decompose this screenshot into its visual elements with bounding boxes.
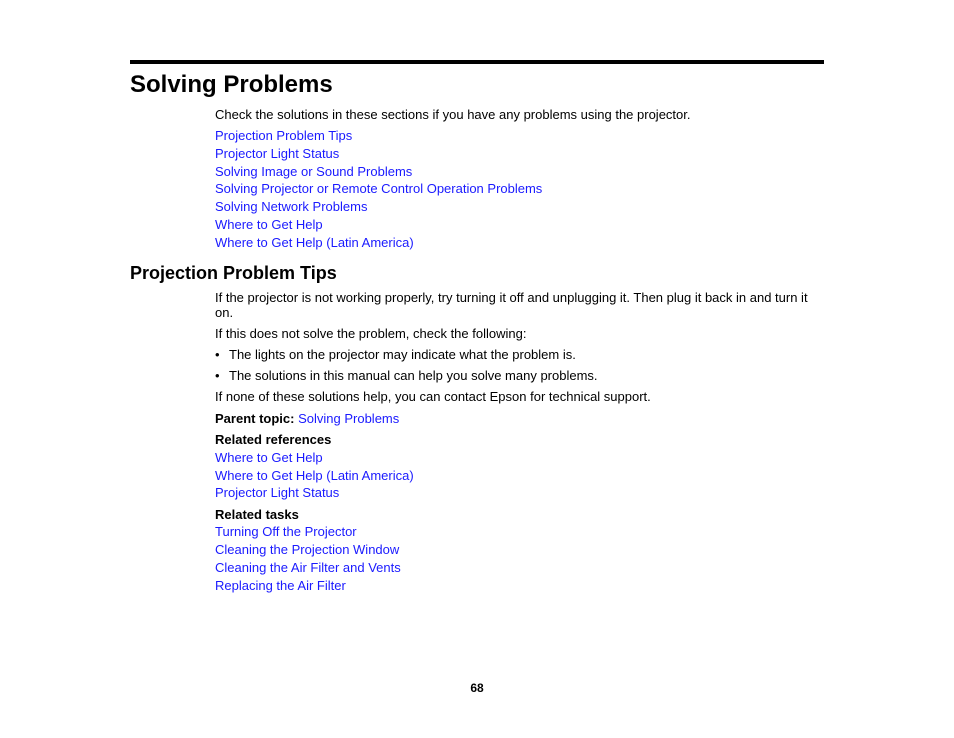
bullet-icon: •: [215, 347, 220, 362]
link-solving-image-sound[interactable]: Solving Image or Sound Problems: [215, 164, 413, 179]
link-projection-problem-tips[interactable]: Projection Problem Tips: [215, 128, 353, 143]
top-rule: [130, 60, 824, 64]
bullet-item: [215, 347, 576, 362]
task-link-cleaning-filter[interactable]: Cleaning the Air Filter and Vents: [215, 560, 401, 575]
link-solving-operation[interactable]: Solving Projector or Remote Control Operation Problems: [215, 181, 543, 196]
ref-link-where-to-get-help-latam[interactable]: Where to Get Help (Latin America): [215, 468, 414, 483]
link-where-to-get-help[interactable]: Where to Get Help: [215, 217, 323, 232]
related-tasks-label: Related tasks: [215, 507, 299, 522]
task-link-cleaning-window[interactable]: Cleaning the Projection Window: [215, 542, 400, 557]
task-link-turning-off[interactable]: Turning Off the Projector: [215, 524, 357, 539]
page-number: 68: [470, 681, 484, 695]
link-solving-network[interactable]: Solving Network Problems: [215, 199, 368, 214]
bullet-icon: •: [215, 368, 220, 383]
page-title: Solving Problems: [130, 71, 333, 98]
tips-paragraph-2: If this does not solve the problem, check the following:: [215, 326, 527, 341]
link-where-to-get-help-latam[interactable]: Where to Get Help (Latin America): [215, 235, 414, 250]
section-heading-tips: Projection Problem Tips: [130, 263, 337, 283]
parent-topic-link[interactable]: Solving Problems: [298, 411, 400, 426]
related-references-label: Related references: [215, 432, 332, 447]
tips-paragraph-3: If none of these solutions help, you can contact Epson for technical support.: [215, 389, 651, 404]
task-link-replacing-filter[interactable]: Replacing the Air Filter: [215, 578, 346, 593]
ref-link-where-to-get-help[interactable]: Where to Get Help: [215, 450, 323, 465]
link-projector-light-status[interactable]: Projector Light Status: [215, 146, 340, 161]
bullet-text: The lights on the projector may indicate what the problem is.: [229, 347, 576, 362]
bullet-item: [215, 368, 598, 383]
parent-topic-label: Parent topic:: [215, 411, 295, 426]
bullet-text: The solutions in this manual can help you solve many problems.: [229, 368, 598, 383]
ref-link-projector-light-status[interactable]: Projector Light Status: [215, 485, 340, 500]
intro-text: Check the solutions in these sections if you have any problems using the projector.: [215, 107, 691, 122]
tips-paragraph-1: If the projector is not working properly, try turning it off and unplugging it. Then plug it back in and turn it on.: [215, 290, 808, 320]
parent-topic: [215, 411, 825, 426]
